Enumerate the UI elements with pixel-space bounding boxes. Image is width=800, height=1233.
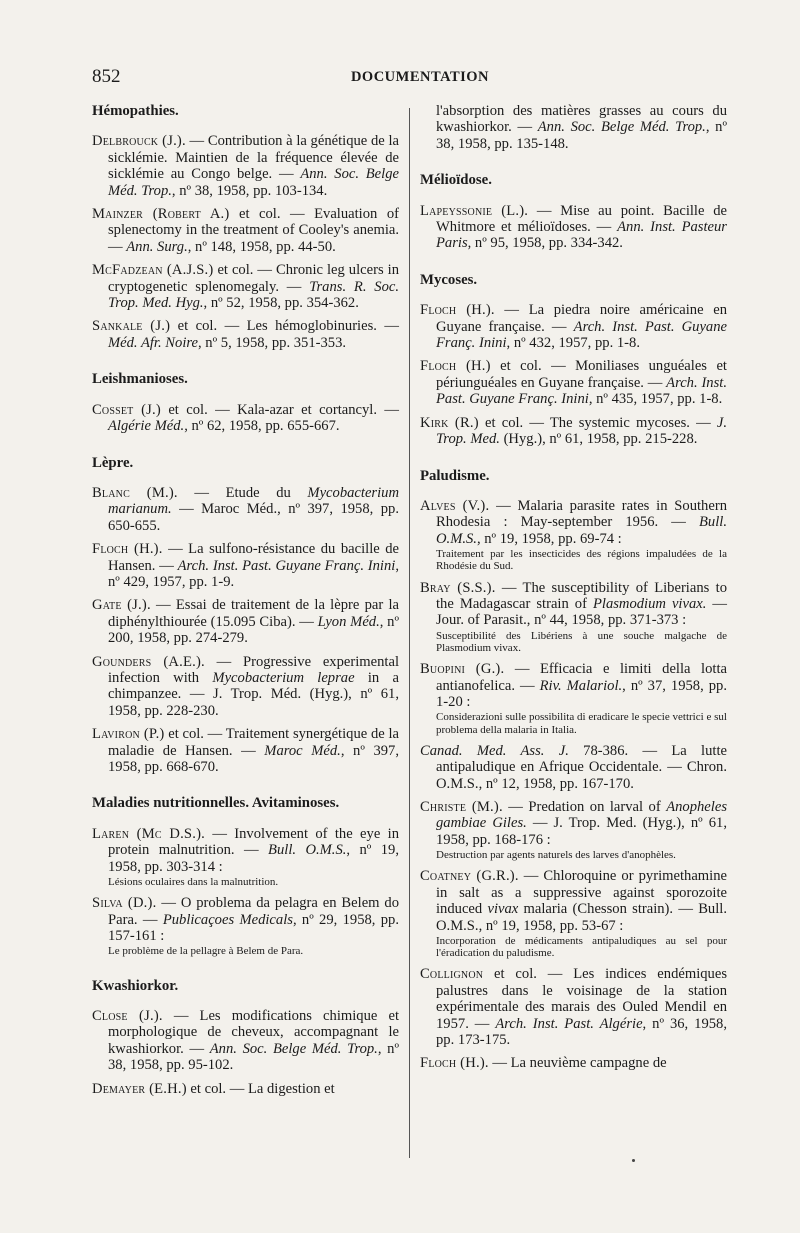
- entry-author: Bray (S.S.).: [420, 579, 496, 596]
- entry-author: Blanc (M.).: [92, 484, 178, 501]
- section-heading: Maladies nutritionnelles. Avitaminoses.: [92, 795, 340, 812]
- section-heading: Leishmanioses.: [92, 371, 188, 388]
- entry-body: — Etude du: [177, 484, 308, 501]
- entry-journal: Arch. Inst. Past. Guyane Franç. Inini: [436, 374, 727, 408]
- bibliography-entry: [420, 661, 727, 736]
- entry-body: — O problema da pelagra en Belem do Para. —: [108, 895, 400, 928]
- entry-tail: , nº 38, 1958, pp. 135-148.: [436, 119, 727, 152]
- entry-journal: Lyon Méd.: [317, 613, 380, 630]
- entry-body: et col. — Les hémoglobinuries. —: [170, 318, 399, 335]
- entry-tail: , nº 5, 1958, pp. 351-353.: [198, 334, 347, 351]
- entry-author: Coatney (G.R.).: [420, 868, 519, 885]
- entry-body: — Progressive experimental infection with: [108, 653, 400, 686]
- entry-tail: , nº 200, 1958, pp. 274-279.: [108, 613, 399, 647]
- entry-journal: Méd. Afr. Noire: [108, 334, 198, 351]
- entry-journal: Mycobacterium marianum.: [108, 484, 400, 518]
- bibliography-entry: [420, 358, 727, 407]
- entry-body: — Chloroquine or pyrimethamine in salt as a suppressive against sporozoite induced: [436, 868, 727, 918]
- entry-tail: , nº 397, 1958, pp. 668-670.: [108, 742, 399, 775]
- entry-journal: Publicaçoes Medicals: [162, 911, 293, 928]
- entry-body: — La piedra noire américaine en Guyane française. —: [436, 302, 727, 335]
- bibliography-entry: [92, 133, 399, 199]
- entry-tail: , nº 432, 1957, pp. 1-8.: [506, 335, 640, 352]
- bibliography-entry: [92, 318, 399, 351]
- bibliography-entry: [420, 103, 727, 152]
- entry-journal: J. Trop. Med.: [436, 414, 727, 448]
- entry-author: Demayer (E.H.): [92, 1080, 187, 1097]
- entry-author: Close (J.).: [92, 1008, 163, 1025]
- running-head: DOCUMENTATION: [350, 69, 490, 85]
- bibliography-entry: [92, 485, 399, 534]
- entry-journal: Bull. O.M.S.: [268, 842, 347, 859]
- entry-journal: Ann. Surg.: [126, 238, 188, 255]
- entry-tail: , nº 19, 1958, pp. 69-74 :: [476, 530, 622, 547]
- entry-tail: 78-386. — La lutte antipaludique en Afrique Occidentale. — Chron. O.M.S., nº 12, 1958, pp. 167-170.: [436, 742, 727, 792]
- entry-body: — The susceptibility of Liberians to the Madagascar strain of: [436, 579, 727, 612]
- column-divider: [409, 108, 410, 1158]
- bibliography-entry: [420, 743, 727, 792]
- entry-abstract: Incorporation de médicaments antipaludiques au sel pour l'éradication du paludisme.: [436, 935, 727, 960]
- entry-author: Laviron (P.): [92, 726, 165, 743]
- bibliography-entry: [92, 541, 399, 590]
- entry-journal: Ann. Soc. Belge Méd. Trop.: [209, 1040, 378, 1057]
- entry-author: Floch (H.): [420, 358, 491, 375]
- entry-body: — Les modifications chimique et morphologique de cheveux, accompagnant le kwashiorkor. —: [108, 1008, 399, 1057]
- entry-abstract: Traitement par les insecticides des régions impaludées de la Rhodésie du Sud.: [436, 548, 727, 573]
- entry-body: et col. — Evaluation of splenectomy in the treatment of Cooley's anemia. —: [108, 206, 399, 255]
- entry-tail: — Jour. of Parasit., nº 44, 1958, pp. 371-373 :: [436, 595, 727, 629]
- bibliography-entry: [420, 415, 727, 448]
- entry-tail: , nº 38, 1958, pp. 103-134.: [171, 182, 328, 199]
- entry-abstract: Susceptibilité des Libériens à une souche malgache de Plasmodium vivax.: [436, 629, 727, 654]
- entry-body: l'absorption des matières grasses au cours du kwashiorkor. —: [436, 103, 727, 136]
- entry-author: Gounders (A.E.).: [92, 653, 205, 670]
- bibliography-entry: [92, 206, 399, 255]
- section-heading: Mélioïdose.: [420, 172, 492, 189]
- entry-journal: Ann. Inst. Pasteur Paris: [436, 219, 727, 252]
- bibliography-entry: [92, 597, 399, 646]
- bibliography-entry: [92, 654, 399, 720]
- bibliography-entry: [92, 826, 399, 888]
- entry-tail: , nº 95, 1958, pp. 334-342.: [467, 235, 623, 252]
- entry-body: et col. — Traitement synergétique de la maladie de Hansen. —: [108, 726, 399, 759]
- entry-body: et col. — Kala-azar et cortancyl. —: [160, 401, 399, 418]
- entry-tail: , nº 37, 1958, pp. 1-20 :: [436, 677, 727, 710]
- entry-tail: , nº 29, 1958, pp. 157-161 :: [108, 911, 399, 945]
- bibliography-entry: [420, 966, 727, 1048]
- entry-journal: Plasmodium vivax.: [592, 595, 707, 612]
- right-column: [420, 103, 727, 1079]
- entry-author: Delbrouck (J.).: [92, 133, 186, 150]
- section-heading: Mycoses.: [420, 271, 478, 288]
- section-heading: Paludisme.: [420, 467, 490, 484]
- entry-author: Buopini (G.).: [420, 661, 505, 678]
- entry-tail: , nº 62, 1958, pp. 655-667.: [184, 418, 340, 435]
- entry-author: Lapeyssonie (L.).: [420, 202, 529, 219]
- entry-tail: , nº 36, 1958, pp. 173-175.: [436, 1015, 727, 1049]
- entry-author: Sankale (J.): [92, 318, 171, 335]
- entry-author: Silva (D.).: [92, 895, 157, 912]
- entry-abstract: Considerazioni sulle possibilita di eradicare le specie vettrici e sul problema della malaria in Italia.: [436, 711, 727, 736]
- entry-body: — La neuvième campagne de: [488, 1055, 667, 1072]
- entry-author: McFadzean (A.J.S.): [92, 262, 214, 279]
- entry-body: — Contribution à la génétique de la sicklémie. Maintien de la fréquence élevée de sicklémie au Congo belge. —: [108, 133, 399, 183]
- entry-journal: vivax: [487, 901, 519, 918]
- entry-journal: Mycobacterium leprae: [212, 669, 355, 686]
- entry-tail: malaria (Chesson strain). — Bull. O.M.S., nº 19, 1958, pp. 53-67 :: [436, 901, 727, 934]
- entry-author: Collignon: [420, 966, 484, 983]
- entry-body: — Efficacia e limiti della lotta antianofelica. —: [436, 661, 727, 694]
- bibliography-entry: [92, 895, 399, 957]
- bibliography-entry: [92, 262, 399, 311]
- entry-body: — Malaria parasite rates in Southern Rhodesia : May-september 1956. —: [436, 497, 727, 531]
- entry-body: — Essai de traitement de la lèpre par la diphénylthiourée (15.095 Ciba). —: [108, 597, 399, 630]
- entry-author: Cosset (J.): [92, 401, 161, 418]
- entry-body: — Mise au point. Bacille de Whitmore et mélioïdoses. —: [436, 202, 727, 236]
- entry-body: et col. — The systemic mycoses. —: [478, 414, 717, 431]
- entry-author: Gate (J.).: [92, 597, 151, 614]
- entry-tail: , nº 38, 1958, pp. 95-102.: [108, 1040, 399, 1074]
- entry-author: Laren (Mc D.S.).: [92, 825, 205, 842]
- entry-body: — Involvement of the eye in protein malnutrition. —: [108, 825, 399, 859]
- bibliography-entry: [420, 1055, 727, 1071]
- bibliography-entry: [420, 799, 727, 861]
- entry-body: — La sulfono-résistance du bacille de Hansen. —: [108, 541, 399, 574]
- section-heading: Hémopathies.: [92, 103, 179, 119]
- page-number: 852: [92, 66, 121, 87]
- bibliography-entry: [92, 726, 399, 775]
- entry-author: Floch (H.).: [420, 1055, 489, 1072]
- page-header: [92, 66, 748, 90]
- entry-author: Christe (M.).: [420, 799, 503, 815]
- entry-journal: Arch. Inst. Past. Guyane Franç. Inini: [436, 318, 728, 352]
- entry-journal: Arch. Inst. Past. Algérie: [495, 1015, 643, 1032]
- entry-tail: , nº 435, 1957, pp. 1-8.: [588, 391, 723, 408]
- entry-body: et col. — La digestion et: [186, 1080, 335, 1097]
- entry-tail: , nº 429, 1957, pp. 1-9.: [108, 557, 399, 590]
- entry-tail: — J. Trop. Med. (Hyg.), nº 61, 1958, pp. 168-176 :: [436, 815, 727, 848]
- entry-tail: , nº 19, 1958, pp. 303-314 :: [108, 842, 399, 875]
- section-heading: Kwashiorkor.: [92, 977, 179, 994]
- entry-journal: Ann. Soc. Belge Méd. Trop.: [537, 119, 706, 136]
- entry-body: — Predation on larval of: [502, 799, 667, 815]
- bibliography-entry: [420, 580, 727, 655]
- entry-tail: , nº 52, 1958, pp. 354-362.: [203, 295, 359, 312]
- entry-body: et col. — Chronic leg ulcers in cryptogenetic splenomegaly. —: [108, 262, 399, 295]
- entry-abstract: Destruction par agents naturels des larves d'anophèles.: [436, 849, 676, 862]
- entry-author: Floch (H.).: [92, 541, 163, 558]
- entry-tail: in a chimpanzee. — J. Trop. Méd. (Hyg.), nº 61, 1958, pp. 228-230.: [108, 669, 399, 719]
- bibliography-entry: [420, 302, 727, 351]
- bibliography-entry: [92, 1008, 399, 1074]
- printer-dot: [632, 1159, 635, 1162]
- bibliography-entry: [92, 1081, 399, 1097]
- entry-author: Alves (V.).: [420, 497, 490, 514]
- entry-journal: Ann. Soc. Belge Méd. Trop.: [108, 166, 399, 199]
- bibliography-entry: [420, 868, 727, 959]
- section-heading: Lèpre.: [92, 454, 134, 471]
- entry-author: Kirk (R.): [420, 414, 479, 431]
- entry-author: Floch (H.).: [420, 302, 495, 319]
- bibliography-entry: [420, 498, 727, 573]
- entry-author: Mainzer (Robert A.): [92, 206, 230, 223]
- entry-abstract: Lésions oculaires dans la malnutrition.: [108, 876, 279, 889]
- entry-tail: (Hyg.), nº 61, 1958, pp. 215-228.: [499, 431, 698, 448]
- entry-body: et col. — Les indices endémiques palustres dans le voisinage de la station expérimentale des marais des Ouled Mendil en 1957. —: [436, 966, 727, 1032]
- entry-tail: — Maroc Méd., nº 397, 1958, pp. 650-655.: [108, 501, 399, 534]
- entry-journal: Trans. R. Soc. Trop. Med. Hyg.: [108, 278, 399, 312]
- entry-tail: , nº 148, 1958, pp. 44-50.: [187, 238, 336, 255]
- entry-journal: Maroc Méd.: [264, 742, 341, 759]
- entry-journal: Arch. Inst. Past. Guyane Franç. Inini: [177, 557, 396, 574]
- entry-journal: Bull. O.M.S.: [436, 514, 727, 547]
- bibliography-entry: [92, 402, 399, 435]
- entry-body: et col. — Moniliases unguéales et périunguéales en Guyane française. —: [436, 358, 727, 391]
- entry-journal: Anopheles gambiae Giles.: [436, 799, 727, 832]
- entry-journal: Riv. Malariol.: [539, 677, 623, 694]
- left-column: [92, 103, 399, 1104]
- entry-abstract: Le problème de la pellagre à Belem de Para.: [108, 945, 304, 958]
- bibliography-entry: [420, 203, 727, 252]
- entry-journal: Algérie Méd.: [108, 418, 185, 435]
- entry-journal: Canad. Med. Ass. J.: [420, 742, 569, 759]
